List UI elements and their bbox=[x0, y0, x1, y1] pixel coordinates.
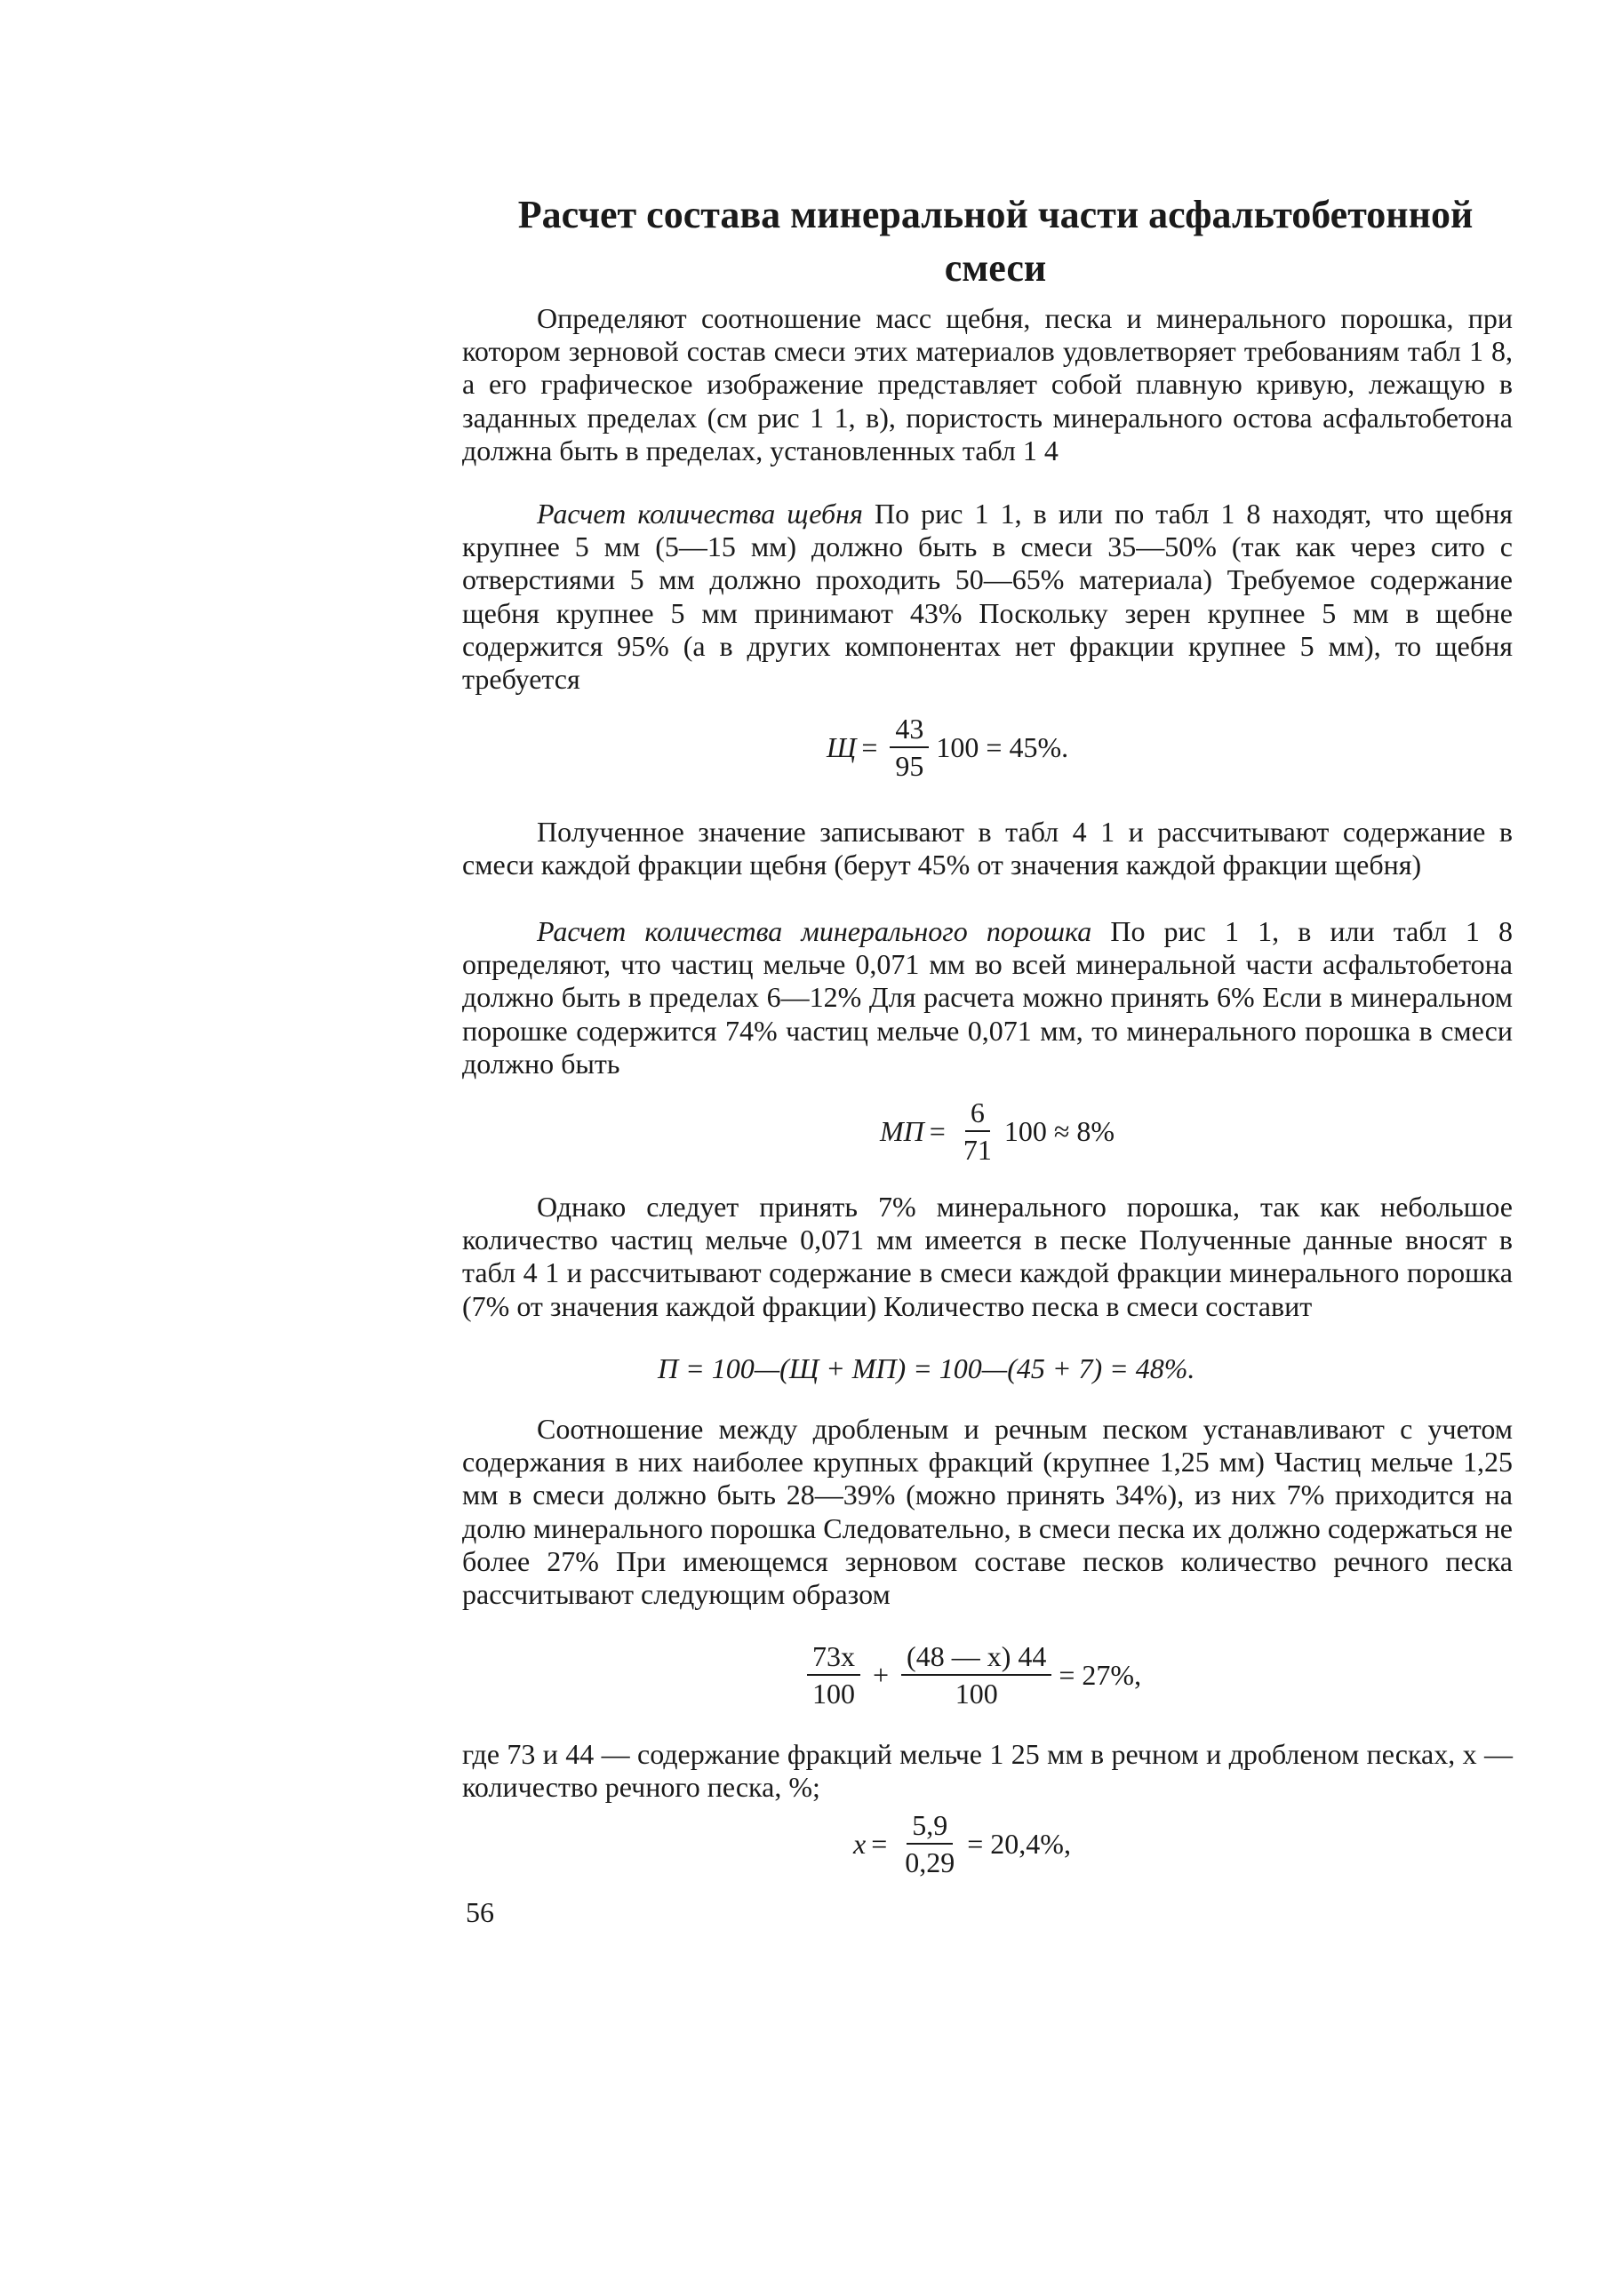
formula-river-sand bbox=[800, 1638, 1141, 1711]
formula-river-den-1: 100 bbox=[812, 1678, 855, 1710]
formula-river-num-2: (48 — x) 44 bbox=[901, 1638, 1051, 1676]
paragraph-record-text: Полученное значение записывают в табл 4 1 и рассчитывают содержание в смеси каждой фракции щебня (берут 45% от значения каждой фракции щебня) bbox=[462, 816, 1513, 881]
paragraph-sand-text: Однако следует принять 7% минерального порошка, так как небольшое количество частиц мельче 0,071 мм имеется в песке Полученные данные вносят в табл 4 1 и рассчитывают содержание в смеси каждой фракции минерального порошка (7% от значения каждой фракции) Количество песка в смеси составит bbox=[462, 1191, 1513, 1322]
formula-powder-fraction bbox=[958, 1095, 997, 1168]
formula-powder-num: 6 bbox=[965, 1095, 990, 1132]
formula-result-den: 0,29 bbox=[905, 1846, 955, 1878]
paragraph-ratio bbox=[462, 1413, 1513, 1611]
powder-heading: Расчет количества минерального порошка bbox=[537, 915, 1092, 947]
formula-result-num: 5,9 bbox=[907, 1807, 953, 1845]
formula-result-eq: = bbox=[871, 1827, 888, 1860]
formula-river-num-1: 73x bbox=[807, 1638, 860, 1676]
paragraph-powder-text: По рис 1 1, в или табл 1 8 определяют, что частиц мельче 0,071 мм во всей минеральной части асфальтобетона должно быть в пределах 6—12% Для расчета можно принять 6% Если в минеральном порошке содержится 74% частиц мельче 0,071 мм, то минерального порошка в смеси должно быть bbox=[462, 915, 1514, 1080]
title-line-2: смеси bbox=[944, 246, 1047, 290]
formula-gravel-rest: 100 = 45%. bbox=[936, 730, 1069, 763]
paragraph-ratio-text: Соотношение между дробленым и речным песком устанавливают с учетом содержания в них наиболее крупных фракций (крупнее 1,25 мм) Частиц мельче 1,25 мм в смеси должно быть 28—39% (можно принять 34%), из них 7% приходится на долю минерального порошка Следовательно, в смеси песка их должно содержаться не более 27% При имеющемся зерновом составе песков количество речного песка рассчитывают следующим образом bbox=[462, 1413, 1513, 1611]
paragraph-intro-text: Определяют соотношение масс щебня, песка и минерального порошка, при котором зерновой состав смеси этих материалов удовлетворяет требованиям табл 1 8, а его графическое изображение представляет собой плавную кривую, лежащую в заданных пределах (см рис 1 1, в), пористость минерального остова асфальтобетона должна быть в пределах, установленных табл 1 4 bbox=[462, 302, 1513, 466]
paragraph-gravel bbox=[462, 498, 1513, 696]
formula-result bbox=[853, 1807, 1071, 1880]
formula-result-fraction bbox=[899, 1807, 960, 1880]
formula-river-rest: = 27%, bbox=[1059, 1658, 1142, 1691]
formula-gravel-lhs: Щ bbox=[827, 730, 857, 763]
formula-gravel-den: 95 bbox=[895, 750, 924, 782]
formula-river-den-2: 100 bbox=[955, 1678, 998, 1710]
formula-river-plus: + bbox=[873, 1658, 890, 1691]
paragraph-gravel-text: По рис 1 1, в или по табл 1 8 находят, что щебня крупнее 5 мм (5—15 мм) должно быть в смеси 35—50% (так как через сито с отверстиями 5 мм должно проходить 50—65% материала) Требуемое содержание щебня крупнее 5 мм принимают 43% Поскольку зерен крупнее 5 мм в щебне содержится 95% (а в других компонентах нет фракции крупнее 5 мм), то щебня требуется bbox=[462, 498, 1514, 696]
paragraph-powder bbox=[462, 915, 1513, 1080]
section-title bbox=[462, 188, 1529, 295]
formula-result-rest: = 20,4%, bbox=[967, 1827, 1071, 1860]
paragraph-record bbox=[462, 816, 1513, 881]
formula-powder-lhs: МП bbox=[880, 1114, 924, 1147]
formula-powder-eq: = bbox=[929, 1114, 946, 1147]
formula-gravel-num: 43 bbox=[890, 711, 929, 748]
formula-gravel-eq: = bbox=[861, 730, 878, 763]
formula-powder-den: 71 bbox=[963, 1134, 992, 1166]
title-line-1: Расчет состава минеральной части асфальтобетонной bbox=[517, 193, 1474, 236]
formula-river-fraction-2 bbox=[901, 1638, 1051, 1711]
gravel-heading: Расчет количества щебня bbox=[537, 498, 863, 530]
paragraph-where bbox=[462, 1738, 1513, 1804]
formula-gravel-fraction bbox=[890, 711, 929, 784]
formula-powder-rest: 100 ≈ 8% bbox=[1003, 1114, 1115, 1147]
page-number: 56 bbox=[466, 1896, 494, 1928]
paragraph-sand bbox=[462, 1191, 1513, 1323]
paragraph-where-text: где 73 и 44 — содержание фракций мельче 1 25 мм в речном и дробленом песках, x — количество речного песка, %; bbox=[462, 1738, 1513, 1804]
formula-river-fraction-1 bbox=[807, 1638, 860, 1711]
formula-sand bbox=[658, 1352, 1195, 1385]
formula-powder bbox=[880, 1095, 1115, 1168]
formula-gravel bbox=[827, 711, 1068, 784]
formula-result-lhs: x bbox=[853, 1827, 867, 1860]
formula-sand-text: П = 100—(Щ + МП) = 100—(45 + 7) = 48%. bbox=[658, 1352, 1195, 1384]
paragraph-intro bbox=[462, 302, 1513, 467]
